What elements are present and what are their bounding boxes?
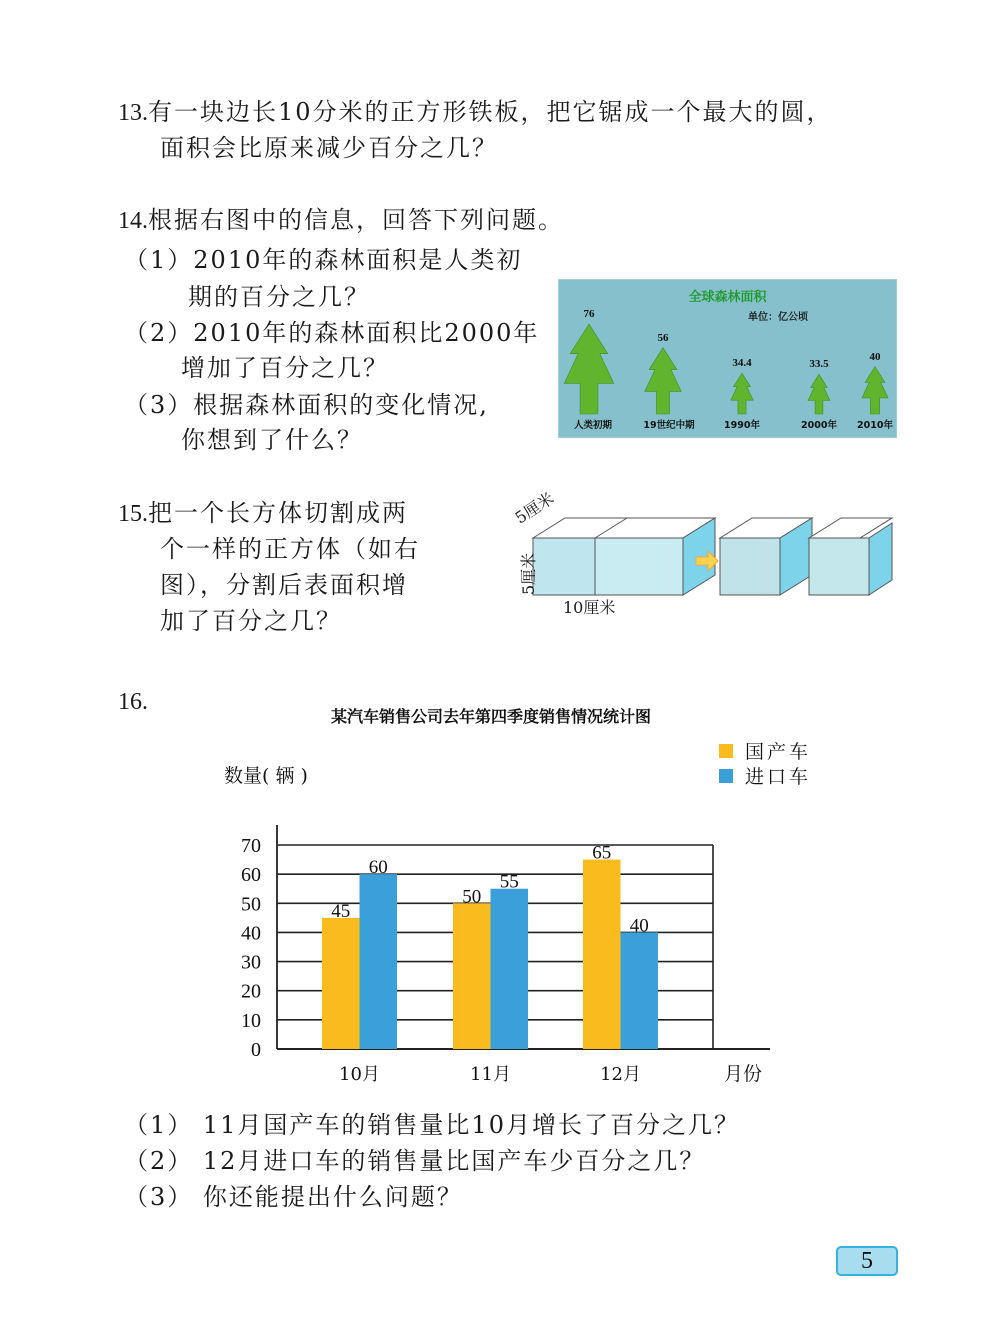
- q14-sub1-line2: 期的百分之几？: [188, 283, 370, 311]
- q14-number: 14.: [118, 208, 148, 234]
- bar-domestic: [453, 903, 491, 1049]
- forest-value-label: 76: [583, 308, 595, 320]
- forest-figure-title: 全球森林面积: [688, 290, 767, 305]
- forest-value-label: 40: [869, 350, 881, 363]
- q13-number: 13.: [118, 100, 148, 126]
- q15-text-line1: 把一个长方体切割成两: [148, 499, 408, 527]
- forest-value-label: 33.5: [809, 358, 829, 371]
- q14-sub2-label: （2）: [124, 319, 194, 347]
- x-axis-label: 月份: [724, 1063, 763, 1085]
- cuboid-length-label: 10厘米: [563, 598, 616, 617]
- bar-domestic: [583, 860, 621, 1049]
- q15-line3: 图），分割后表面积增: [160, 571, 408, 599]
- chart-title: 某汽车销售公司去年第四季度销售情况统计图: [330, 707, 652, 726]
- forest-value-label: 56: [657, 331, 669, 344]
- bar-value-label: 50: [462, 886, 482, 908]
- x-tick-labels: [339, 1064, 641, 1085]
- bar-domestic: [322, 918, 360, 1049]
- q13-line2: 面积会比原来减少百分之几？: [160, 134, 498, 162]
- cuboid-depth-label: 5厘米: [511, 488, 558, 528]
- forest-figure-unit: 单位：亿公顷: [748, 312, 808, 323]
- legend-label: 进口车: [745, 766, 812, 788]
- q14-sub3-label: （3）: [124, 391, 194, 419]
- q14-sub2-line2: 增加了百分之几？: [181, 354, 389, 382]
- q14-sub3-line2: 你想到了什么？: [181, 426, 363, 454]
- bar-imported: [491, 889, 529, 1049]
- q16-number: 16.: [118, 689, 148, 715]
- q16-sub2: （2） 12月进口车的销售量比国产车少百分之几？: [124, 1147, 706, 1175]
- y-tick-label: 30: [241, 951, 261, 974]
- forest-period-label: 19世纪中期: [643, 420, 695, 431]
- forest-value-label: 34.4: [732, 357, 752, 370]
- forest-period-label: 2000年: [801, 420, 837, 431]
- legend-swatch: [719, 769, 733, 783]
- y-tick-label: 10: [241, 1009, 261, 1032]
- forest-period-label: 1990年: [724, 420, 760, 431]
- y-tick-label: 20: [241, 980, 261, 1003]
- x-tick-label: 11月: [470, 1064, 511, 1085]
- bar-imported: [621, 932, 659, 1049]
- q15-line2: 个一样的正方体（如右: [160, 535, 420, 563]
- page-number: 5: [836, 1246, 898, 1276]
- q15-number: 15.: [118, 501, 148, 527]
- q16-sub1: （1） 11月国产车的销售量比10月增长了百分之几？: [124, 1111, 740, 1139]
- bar-imported: [360, 874, 398, 1049]
- chart-legend: [719, 741, 811, 788]
- q14-intro: 根据右图中的信息，回答下列问题。: [148, 206, 564, 234]
- forest-period-label: 2010年: [857, 420, 893, 431]
- cuboid-height-label: 5厘米: [519, 552, 538, 595]
- q15-line4: 加了百分之几？: [160, 607, 342, 635]
- y-axis-label: 数量( 辆 ): [224, 765, 308, 787]
- q13-text-line1: 有一块边长10分米的正方形铁板，把它锯成一个最大的圆，: [148, 98, 833, 126]
- bar-value-label: 60: [368, 857, 388, 879]
- q14-sub2-line1: 2010年的森林面积比2000年: [193, 319, 540, 347]
- y-tick-labels: [241, 835, 261, 1061]
- y-tick-label: 60: [241, 864, 261, 887]
- bar-value-label: 65: [592, 842, 612, 864]
- y-tick-label: 40: [241, 922, 261, 945]
- legend-swatch: [719, 744, 733, 758]
- bar-value-label: 40: [629, 915, 649, 937]
- legend-label: 国产车: [745, 741, 812, 763]
- q16-sub3: （3） 你还能提出什么问题？: [124, 1183, 463, 1211]
- q14-sub1-label: （1）: [124, 246, 194, 274]
- y-tick-label: 70: [241, 835, 261, 857]
- forest-period-label: 人类初期: [573, 420, 612, 431]
- y-tick-label: 0: [251, 1039, 261, 1061]
- x-tick-label: 10月: [339, 1064, 380, 1085]
- q14-sub3-line1: 根据森林面积的变化情况,: [193, 391, 489, 419]
- bar-value-label: 55: [499, 871, 519, 893]
- y-tick-label: 50: [241, 893, 261, 916]
- bar-value-label: 45: [331, 900, 351, 922]
- x-tick-label: 12月: [600, 1064, 641, 1085]
- q14-sub1-line1: 2010年的森林面积是人类初: [193, 246, 523, 274]
